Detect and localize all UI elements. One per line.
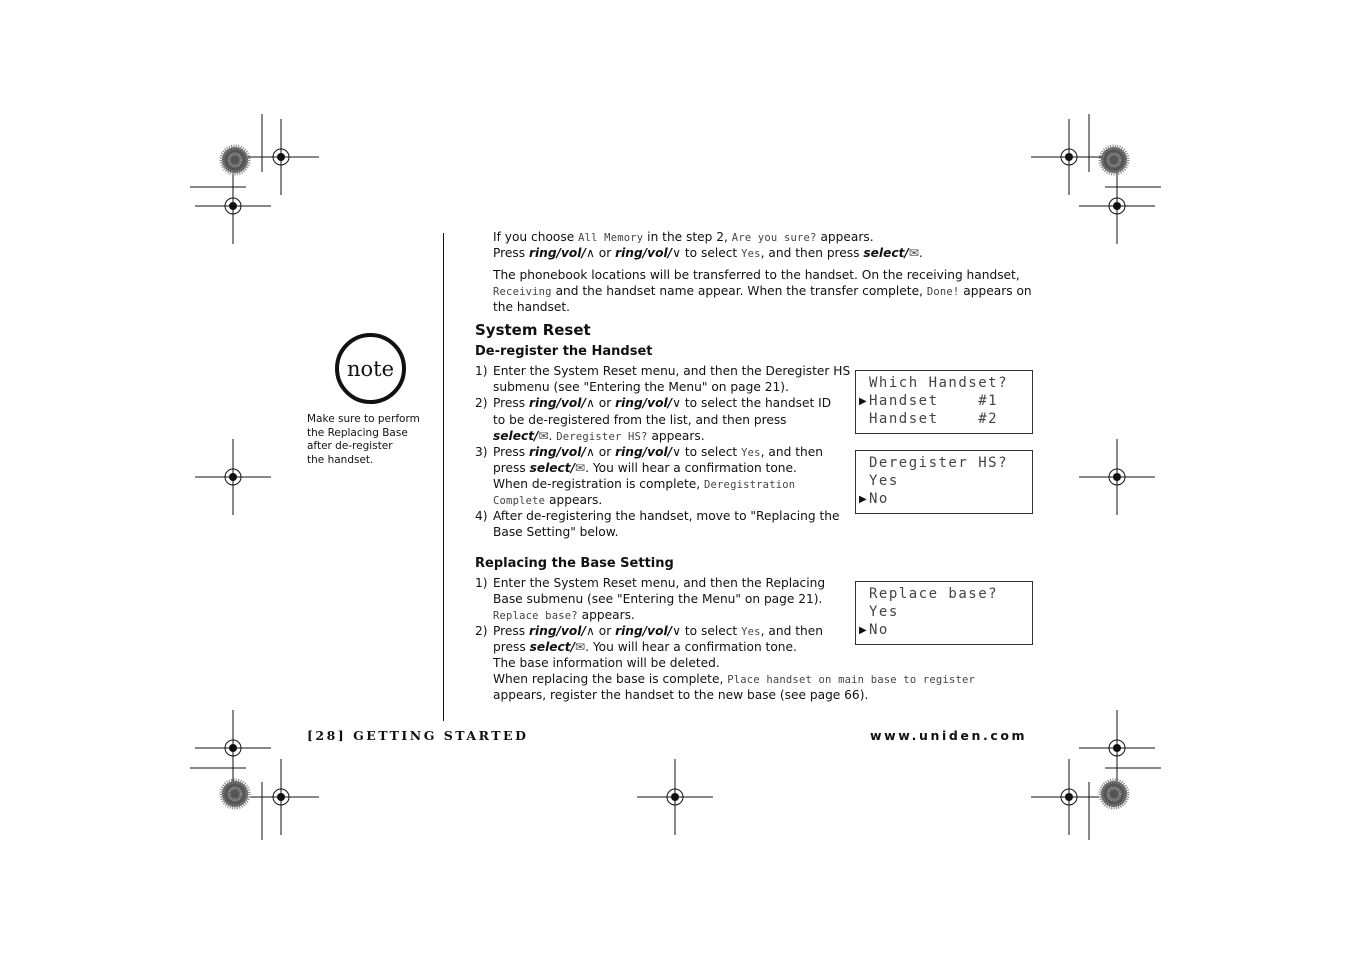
replace-step1-line2: Base submenu (see "Entering the Menu" on page 21). bbox=[493, 592, 823, 606]
replace-step1-line1: Enter the System Reset menu, and then the Replacing bbox=[493, 576, 826, 590]
step-number: 1) bbox=[475, 364, 488, 378]
dereg-step3-line4: Complete appears. bbox=[493, 493, 603, 507]
lcd-row: Which Handset? bbox=[869, 375, 1009, 391]
step-number: 1) bbox=[475, 576, 488, 590]
dereg-step2-line2: to be de-registered from the list, and then press bbox=[493, 413, 787, 427]
lcd-row: Yes bbox=[869, 604, 899, 620]
lcd-row: No bbox=[869, 622, 889, 638]
replace-step2-line2: press select/✉. You will hear a confirmation tone. bbox=[493, 640, 797, 654]
envelope-icon: ✉ bbox=[575, 640, 586, 654]
intro-para2-line-1: The phonebook locations will be transferred to the handset. On the receiving handset, bbox=[493, 268, 1020, 282]
intro-para2-line-3: the handset. bbox=[493, 300, 571, 314]
dereg-step2-line3: select/✉. Deregister HS? appears. bbox=[493, 429, 705, 443]
step-number: 3) bbox=[475, 445, 488, 459]
lcd-row: Handset #1 bbox=[869, 393, 999, 409]
section-title: System Reset bbox=[475, 321, 591, 339]
intro-line-2: Press ring/vol/∧ or ring/vol/∨ to select Yes, and then press select/✉. bbox=[493, 246, 923, 260]
step-number: 2) bbox=[475, 396, 488, 410]
dereg-step4-line1: After de-registering the handset, move to "Replacing the bbox=[493, 509, 840, 523]
selection-arrow-icon: ▶ bbox=[859, 625, 867, 636]
lcd-row: Replace base? bbox=[869, 586, 999, 602]
step-number: 2) bbox=[475, 624, 488, 638]
replace-step1-line3: Replace base? appears. bbox=[493, 608, 635, 622]
page-footer-url: www.uniden.com bbox=[870, 728, 1028, 743]
lcd-screen-which-handset bbox=[855, 370, 1033, 434]
replace-step2-line3: The base information will be deleted. bbox=[493, 656, 720, 670]
dereg-step3-line1: Press ring/vol/∧ or ring/vol/∨ to select Yes, and then bbox=[493, 445, 823, 459]
selection-arrow-icon: ▶ bbox=[859, 396, 867, 407]
lcd-row: Handset #2 bbox=[869, 411, 999, 427]
lcd-screen-deregister bbox=[855, 450, 1033, 514]
subsection-title-replacing: Replacing the Base Setting bbox=[475, 556, 674, 571]
intro-line-1: If you choose All Memory in the step 2, Are you sure? appears. bbox=[493, 230, 874, 244]
envelope-icon: ✉ bbox=[538, 429, 549, 443]
side-note-line: the Replacing Base bbox=[307, 426, 408, 439]
lcd-row: No bbox=[869, 491, 889, 507]
dereg-step3-line3: When de-registration is complete, Deregistration bbox=[493, 477, 796, 491]
subsection-title-deregister: De-register the Handset bbox=[475, 344, 653, 359]
lcd-screen-replace-base bbox=[855, 581, 1033, 645]
envelope-icon: ✉ bbox=[575, 461, 586, 475]
side-note-line: Make sure to perform bbox=[307, 413, 420, 425]
dereg-step2-line1: Press ring/vol/∧ or ring/vol/∨ to select the handset ID bbox=[493, 396, 832, 410]
column-divider bbox=[443, 233, 444, 721]
selection-arrow-icon: ▶ bbox=[859, 494, 867, 505]
note-badge bbox=[335, 333, 406, 404]
side-note-line: after de-register bbox=[307, 440, 393, 452]
note-badge-label: note bbox=[346, 356, 395, 381]
intro-para2-line-2: Receiving and the handset name appear. When the transfer complete, Done! appears on bbox=[493, 284, 1032, 298]
dereg-step1-line2: submenu (see "Entering the Menu" on page 21). bbox=[493, 380, 789, 394]
side-note bbox=[307, 413, 420, 467]
step-number: 4) bbox=[475, 509, 488, 523]
replace-step2-line4: When replacing the base is complete, Place handset on main base to register bbox=[493, 672, 976, 686]
page-footer-section: [28] GETTING STARTED bbox=[307, 728, 529, 743]
dereg-step4-line2: Base Setting" below. bbox=[493, 525, 619, 539]
side-note-line: the handset. bbox=[307, 453, 374, 466]
lcd-row: Yes bbox=[869, 473, 899, 489]
dereg-step1-line1: Enter the System Reset menu, and then the Deregister HS bbox=[493, 364, 851, 378]
dereg-step3-line2: press select/✉. You will hear a confirmation tone. bbox=[493, 461, 797, 475]
envelope-icon: ✉ bbox=[908, 246, 919, 260]
lcd-row: Deregister HS? bbox=[869, 455, 1009, 471]
replace-step2-line1: Press ring/vol/∧ or ring/vol/∨ to select Yes, and then bbox=[493, 624, 823, 638]
replace-step2-line5: appears, register the handset to the new base (see page 66). bbox=[493, 688, 869, 702]
